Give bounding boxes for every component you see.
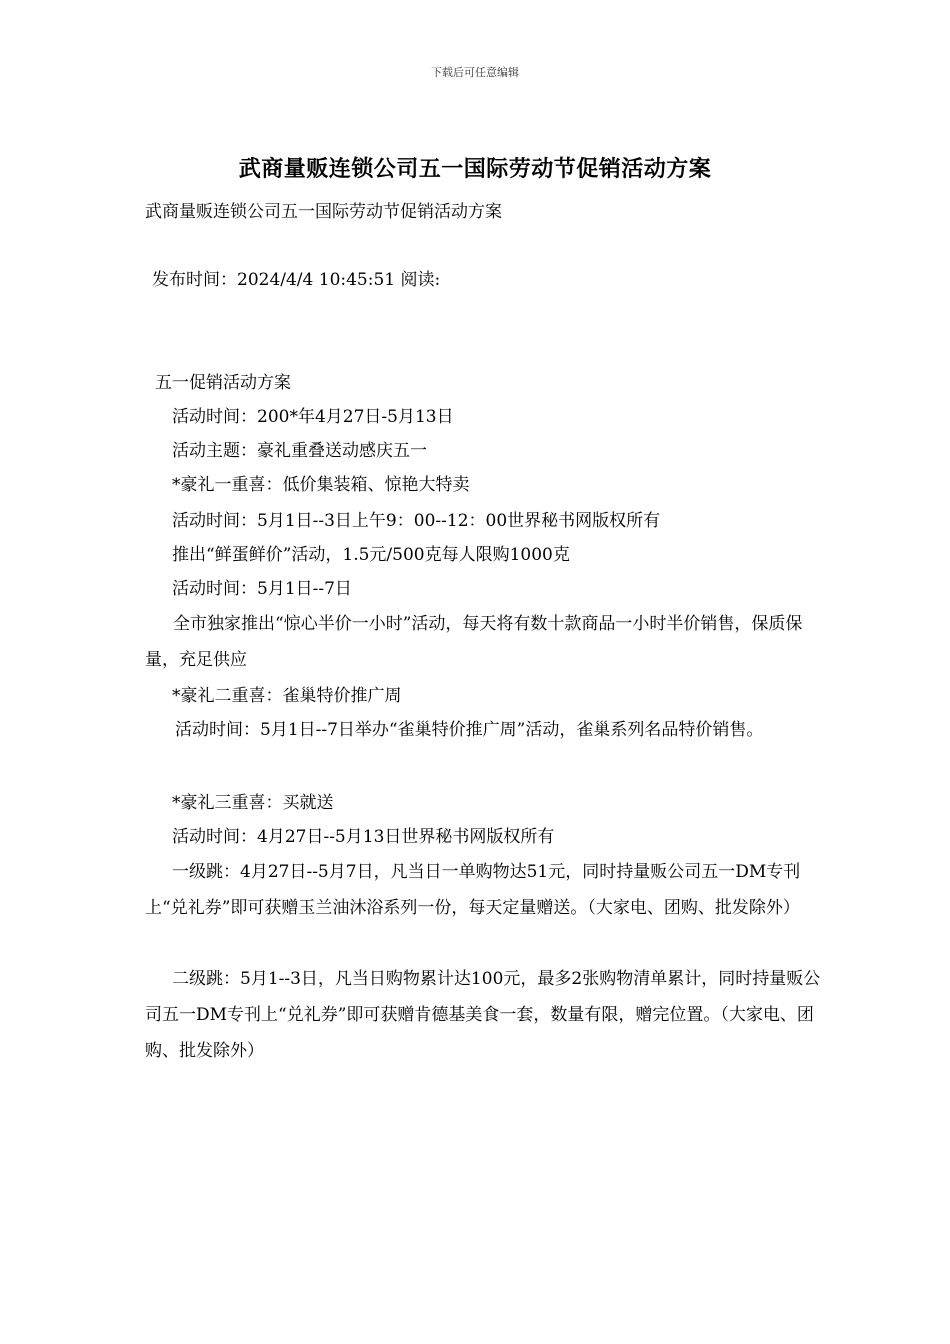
- body-line-egg-promo-time: 活动时间：5月1日--7日: [172, 579, 352, 599]
- body-line-gift-three: *豪礼三重喜：买就送: [172, 793, 334, 813]
- body-line-gift-one-time: 活动时间：5月1日--3日上午9：00--12：00世界秘书网版权所有: [172, 511, 661, 531]
- body-line-activity-theme: 活动主题：豪礼重叠送动感庆五一: [172, 441, 427, 461]
- document-subtitle: 武商量贩连锁公司五一国际劳动节促销活动方案: [145, 202, 502, 222]
- body-paragraph-level-two: 二级跳：5月1--3日，凡当日购物累计达100元，最多2张购物清单累计，同时持量贩公司五一DM专刊上“兑礼券”即可获赠肯德基美食一套，数量有限，赠完位置。（大家电、团购、批发除外）: [145, 969, 821, 1061]
- body-line-gift-three-time: 活动时间：4月27日--5月13日世界秘书网版权所有: [172, 827, 555, 847]
- body-paragraph-half-price: 全市独家推出“惊心半价一小时”活动，每天将有数十款商品一小时半价销售，保质保量，充足供应: [145, 614, 803, 670]
- body-line-egg-promo: 推出“鲜蛋鲜价”活动，1.5元/500克每人限购1000克: [172, 545, 570, 565]
- section-title: 五一促销活动方案: [155, 373, 291, 393]
- document-title: 武商量贩连锁公司五一国际劳动节促销活动方案: [238, 156, 712, 182]
- body-line-gift-two: *豪礼二重喜：雀巢特价推广周: [172, 686, 402, 706]
- publish-info: 发布时间：2024/4/4 10:45:51 阅读:: [152, 270, 441, 290]
- body-line-gift-one: *豪礼一重喜：低价集装箱、惊艳大特卖: [172, 475, 470, 495]
- body-paragraph-nestle: 活动时间：5月1日--7日举办“雀巢特价推广周”活动，雀巢系列名品特价销售。: [175, 720, 764, 740]
- body-paragraph-level-one: 一级跳：4月27日--5月7日，凡当日一单购物达51元，同时持量贩公司五一DM专刊上“兑礼券”即可获赠玉兰油沐浴系列一份，每天定量赠送。（大家电、团购、批发除外）: [145, 862, 801, 918]
- header-note: 下载后可任意编辑: [431, 66, 519, 79]
- body-line-activity-time: 活动时间：200*年4月27日-5月13日: [172, 407, 454, 427]
